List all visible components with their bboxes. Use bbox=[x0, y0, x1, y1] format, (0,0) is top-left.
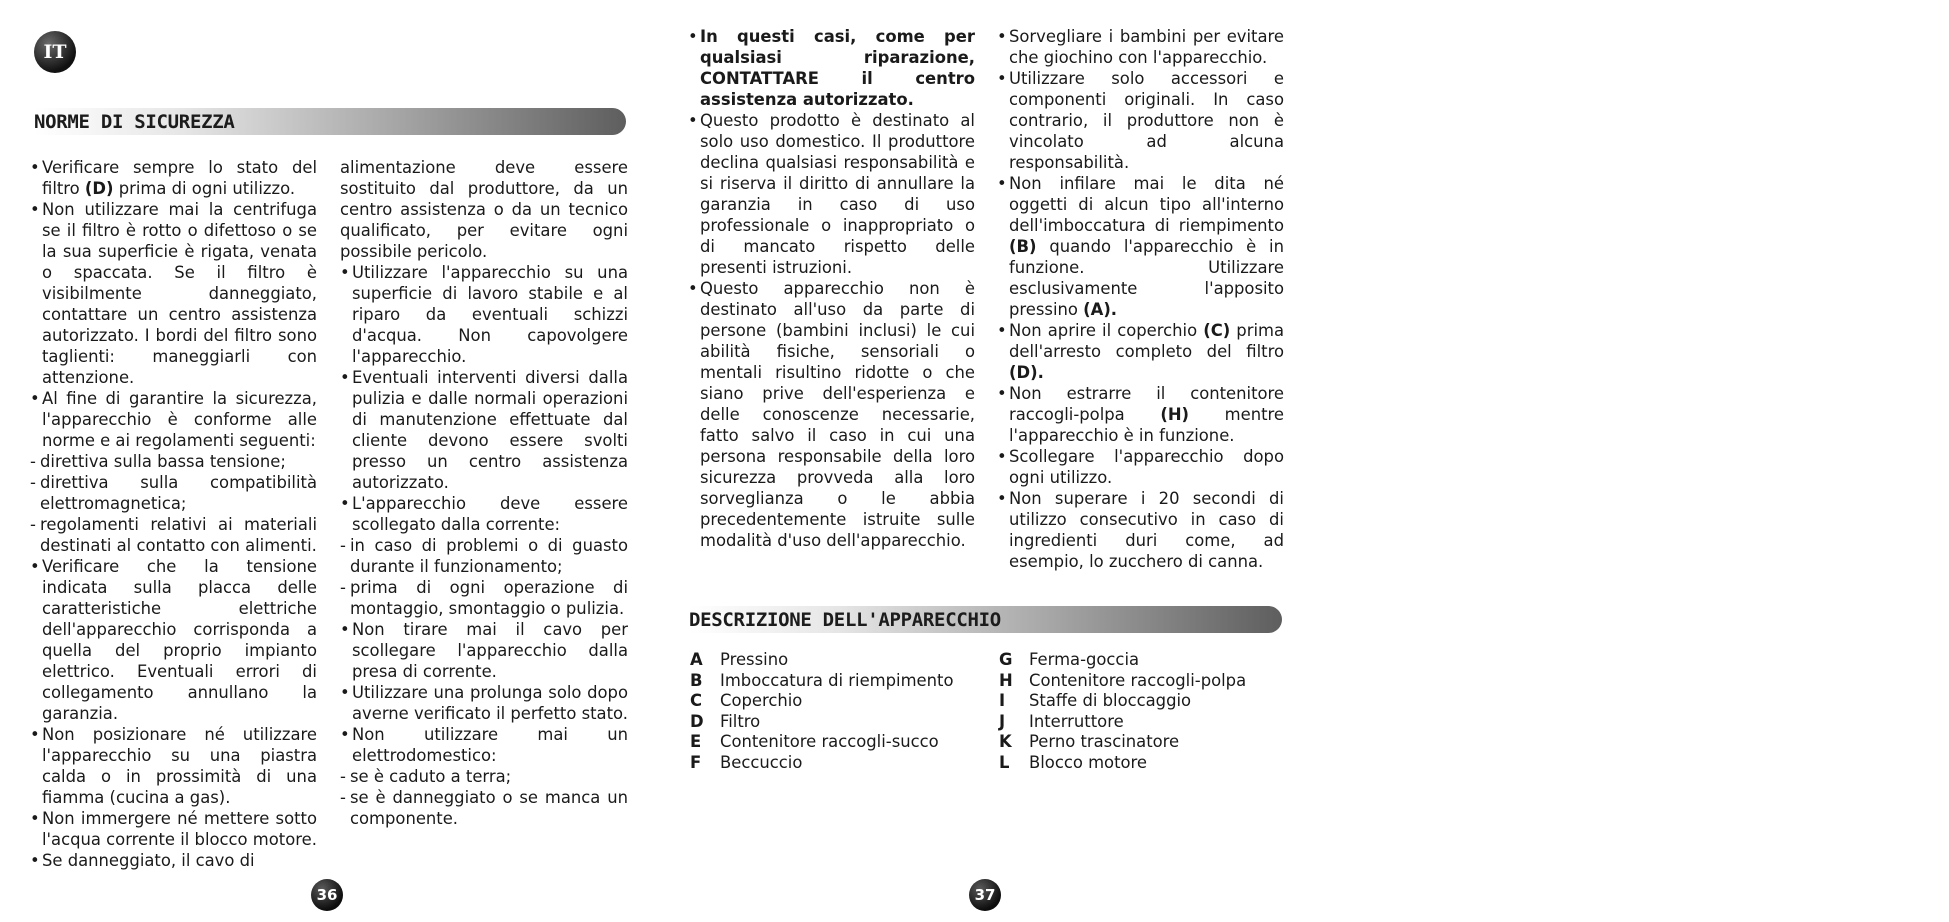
part-label: Imboccatura di riempimento bbox=[720, 670, 954, 690]
text: direttiva sulla bassa tensione; bbox=[40, 452, 286, 471]
text: prima dell'arresto completo del filtro bbox=[1009, 321, 1285, 361]
text: Utilizzare l'apparecchio su una superficie di lavoro stabile e al riparo da eventuali schizzi d'acqua. Non capovolgere l'apparecchio. bbox=[352, 263, 628, 366]
text: mentre l'apparecchio è in funzione. bbox=[1009, 405, 1284, 445]
part-letter: H bbox=[999, 670, 1013, 690]
bullet-list-item bbox=[997, 320, 1284, 383]
text: Non estrarre il contenitore raccogli-polpa bbox=[1009, 384, 1284, 424]
part-label: Staffe di bloccaggio bbox=[1029, 691, 1192, 710]
text: Sorvegliare i bambini per evitare che giochino con l'apparecchio. bbox=[1009, 27, 1284, 67]
safety-section-header bbox=[34, 108, 626, 135]
part-label: Coperchio bbox=[720, 691, 803, 710]
part-label: Ferma-goccia bbox=[1029, 650, 1140, 669]
part-item bbox=[690, 650, 953, 671]
dash-list-item bbox=[30, 451, 317, 472]
description-section-header bbox=[689, 606, 1282, 633]
text: Non superare i 20 secondi di utilizzo consecutivo in caso di ingredienti duri come, ad esempio, lo zucchero di canna. bbox=[1009, 489, 1284, 571]
text: Se danneggiato, il cavo di bbox=[42, 851, 255, 870]
part-label: Perno trascinatore bbox=[1029, 732, 1180, 751]
text: Utilizzare una prolunga solo dopo averne verificato il perfetto stato. bbox=[352, 683, 628, 723]
text: Non infilare mai le dita né oggetti di alcun tipo all'interno dell'imboccatura di riempimento bbox=[1009, 174, 1284, 235]
part-item bbox=[690, 671, 953, 692]
paragraph bbox=[340, 157, 628, 262]
part-letter: F bbox=[690, 752, 702, 772]
text: Non immergere né mettere sotto l'acqua corrente il blocco motore. bbox=[42, 809, 317, 849]
part-label: Filtro bbox=[720, 711, 761, 731]
parts-list-right bbox=[999, 650, 1246, 773]
bullet-list-item bbox=[30, 388, 317, 451]
safety-section-title: NORME DI SICUREZZA bbox=[34, 111, 235, 133]
part-item bbox=[690, 712, 953, 733]
text: prima di ogni utilizzo. bbox=[113, 179, 296, 198]
text: Verificare sempre lo stato del filtro bbox=[42, 158, 317, 198]
text: Non posizionare né utilizzare l'apparecchio su una piastra calda o in prossimità di una fiamma (cucina a gas). bbox=[42, 725, 317, 807]
safety-column-2 bbox=[340, 157, 628, 829]
part-label: Interruttore bbox=[1029, 711, 1124, 731]
part-letter: A bbox=[690, 650, 703, 669]
text: Verificare che la tensione indicata sulla placca delle caratteristiche elettriche dell'apparecchio corrisponda a quella del proprio impianto elettrico. Eventuali errori di collegamento annullano la garanzia. bbox=[42, 557, 317, 723]
text: Non aprire il coperchio bbox=[1009, 321, 1204, 340]
page-number-right: 37 bbox=[969, 879, 1001, 911]
text: L'apparecchio deve essere scollegato dalla corrente: bbox=[352, 494, 628, 534]
bold-text: (A). bbox=[1083, 300, 1118, 319]
text: Non utilizzare mai un elettrodomestico: bbox=[352, 725, 628, 765]
dash-list-item bbox=[340, 535, 628, 577]
bullet-list-item bbox=[340, 724, 628, 766]
text: Eventuali interventi diversi dalla pulizia e dalle normali operazioni di manutenzione effettuate dal cliente devono essere svolti presso un centro assistenza autorizzato. bbox=[352, 368, 628, 492]
bold-text: (D) bbox=[84, 179, 114, 198]
part-item bbox=[690, 753, 953, 774]
text: Non utilizzare mai la centrifuga se il filtro è rotto o difettoso o se la sua superficie è rigata, venata o spaccata. Se il filtro è visibilmente danneggiato, contattare un centro assistenza autorizzato. I bordi del filtro sono taglienti: maneggiarli con attenzione. bbox=[42, 200, 317, 387]
safety-column-1 bbox=[30, 157, 317, 871]
language-badge: IT bbox=[34, 31, 76, 73]
bold-text: (D). bbox=[1009, 363, 1044, 382]
text: Al fine di garantire la sicurezza, l'apparecchio è conforme alle norme e ai regolamenti seguenti: bbox=[42, 389, 317, 450]
text: in caso di problemi o di guasto durante il funzionamento; bbox=[350, 536, 628, 576]
dash-list-item bbox=[30, 514, 317, 556]
text: Questo prodotto è destinato al solo uso domestico. Il produttore declina qualsiasi responsabilità e si riserva il diritto di annullare la garanzia in caso di uso professionale o inappropriato o di mancato rispetto delle presenti istruzioni. bbox=[700, 111, 975, 277]
bullet-list-item bbox=[30, 724, 317, 808]
text: Utilizzare solo accessori e componenti originali. In caso contrario, il produttore non è vincolato ad alcuna responsabilità. bbox=[1009, 69, 1284, 172]
safety-column-3 bbox=[688, 26, 975, 551]
part-letter: J bbox=[999, 711, 1006, 731]
part-item bbox=[690, 691, 953, 712]
bullet-list-item bbox=[340, 367, 628, 493]
bullet-list-item bbox=[997, 68, 1284, 173]
bullet-list-item bbox=[30, 157, 317, 199]
bullet-list-item bbox=[30, 556, 317, 724]
part-item bbox=[690, 732, 953, 753]
text: Non tirare mai il cavo per scollegare l'apparecchio dalla presa di corrente. bbox=[352, 620, 628, 681]
dash-list-item bbox=[340, 766, 628, 787]
part-label: Contenitore raccogli-succo bbox=[720, 732, 939, 751]
text: quando l'apparecchio è in funzione. Utilizzare esclusivamente l'apposito pressino bbox=[1009, 237, 1284, 319]
bold-text: (B) bbox=[1009, 237, 1037, 256]
part-label: Pressino bbox=[720, 650, 789, 669]
part-letter: I bbox=[999, 691, 1006, 710]
description-section-title: DESCRIZIONE DELL'APPARECCHIO bbox=[689, 609, 1001, 631]
bullet-list-item bbox=[997, 488, 1284, 572]
part-letter: E bbox=[690, 732, 702, 751]
text: alimentazione deve essere sostituito dal produttore, da un centro assistenza o da un tecnico qualificato, per evitare ogni possibile pericolo. bbox=[340, 158, 628, 261]
part-item bbox=[999, 691, 1246, 712]
dash-list-item bbox=[340, 787, 628, 829]
bullet-list-item bbox=[997, 173, 1284, 320]
bold-text: (C) bbox=[1203, 321, 1231, 340]
part-label: Contenitore raccogli-polpa bbox=[1029, 670, 1247, 690]
bullet-list-item bbox=[997, 446, 1284, 488]
parts-list-left bbox=[690, 650, 953, 773]
part-item bbox=[999, 671, 1246, 692]
bullet-list-item bbox=[30, 850, 317, 871]
bullet-list-item bbox=[688, 110, 975, 278]
bold-text: In questi casi, come per qualsiasi riparazione, CONTATTARE il centro assistenza autorizzato. bbox=[700, 27, 975, 109]
text: direttiva sulla compatibilità elettromagnetica; bbox=[40, 473, 317, 513]
text: se è danneggiato o se manca un componente. bbox=[350, 788, 628, 828]
bullet-list-item bbox=[997, 26, 1284, 68]
part-letter: L bbox=[999, 752, 1010, 772]
part-label: Beccuccio bbox=[720, 752, 803, 772]
part-item bbox=[999, 753, 1246, 774]
bullet-list-item bbox=[30, 199, 317, 388]
part-letter: G bbox=[999, 650, 1013, 669]
bullet-list-item bbox=[997, 383, 1284, 446]
part-letter: D bbox=[690, 711, 704, 731]
bullet-list-item bbox=[340, 682, 628, 724]
part-letter: K bbox=[999, 732, 1012, 751]
bullet-list-item bbox=[30, 808, 317, 850]
bullet-list-item bbox=[688, 278, 975, 551]
dash-list-item bbox=[30, 472, 317, 514]
bullet-list-item bbox=[340, 262, 628, 367]
page-number-left: 36 bbox=[311, 879, 343, 911]
dash-list-item bbox=[340, 577, 628, 619]
bullet-list-item bbox=[340, 493, 628, 535]
text: Questo apparecchio non è destinato all'uso da parte di persone (bambini inclusi) le cui abilità fisiche, sensoriali o mentali risultino ridotte o che siano prive dell'esperienza e delle conoscenze necessarie, fatto salvo il caso in cui una persona responsabile della loro sicurezza provveda alla loro sorveglianza o le abbia precedentemente istruite sulle modalità d'uso dell'apparecchio. bbox=[700, 279, 975, 550]
part-label: Blocco motore bbox=[1029, 752, 1147, 772]
part-letter: B bbox=[690, 670, 703, 690]
part-item bbox=[999, 650, 1246, 671]
text: regolamenti relativi ai materiali destinati al contatto con alimenti. bbox=[40, 515, 317, 555]
text: Scollegare l'apparecchio dopo ogni utilizzo. bbox=[1009, 447, 1284, 487]
bold-text: (H) bbox=[1160, 405, 1190, 424]
part-item bbox=[999, 732, 1246, 753]
text: prima di ogni operazione di montaggio, smontaggio o pulizia. bbox=[350, 578, 628, 618]
bullet-list-item bbox=[688, 26, 975, 110]
safety-column-4 bbox=[997, 26, 1284, 572]
part-letter: C bbox=[690, 691, 703, 710]
part-item bbox=[999, 712, 1246, 733]
text: se è caduto a terra; bbox=[350, 767, 512, 786]
bullet-list-item bbox=[340, 619, 628, 682]
